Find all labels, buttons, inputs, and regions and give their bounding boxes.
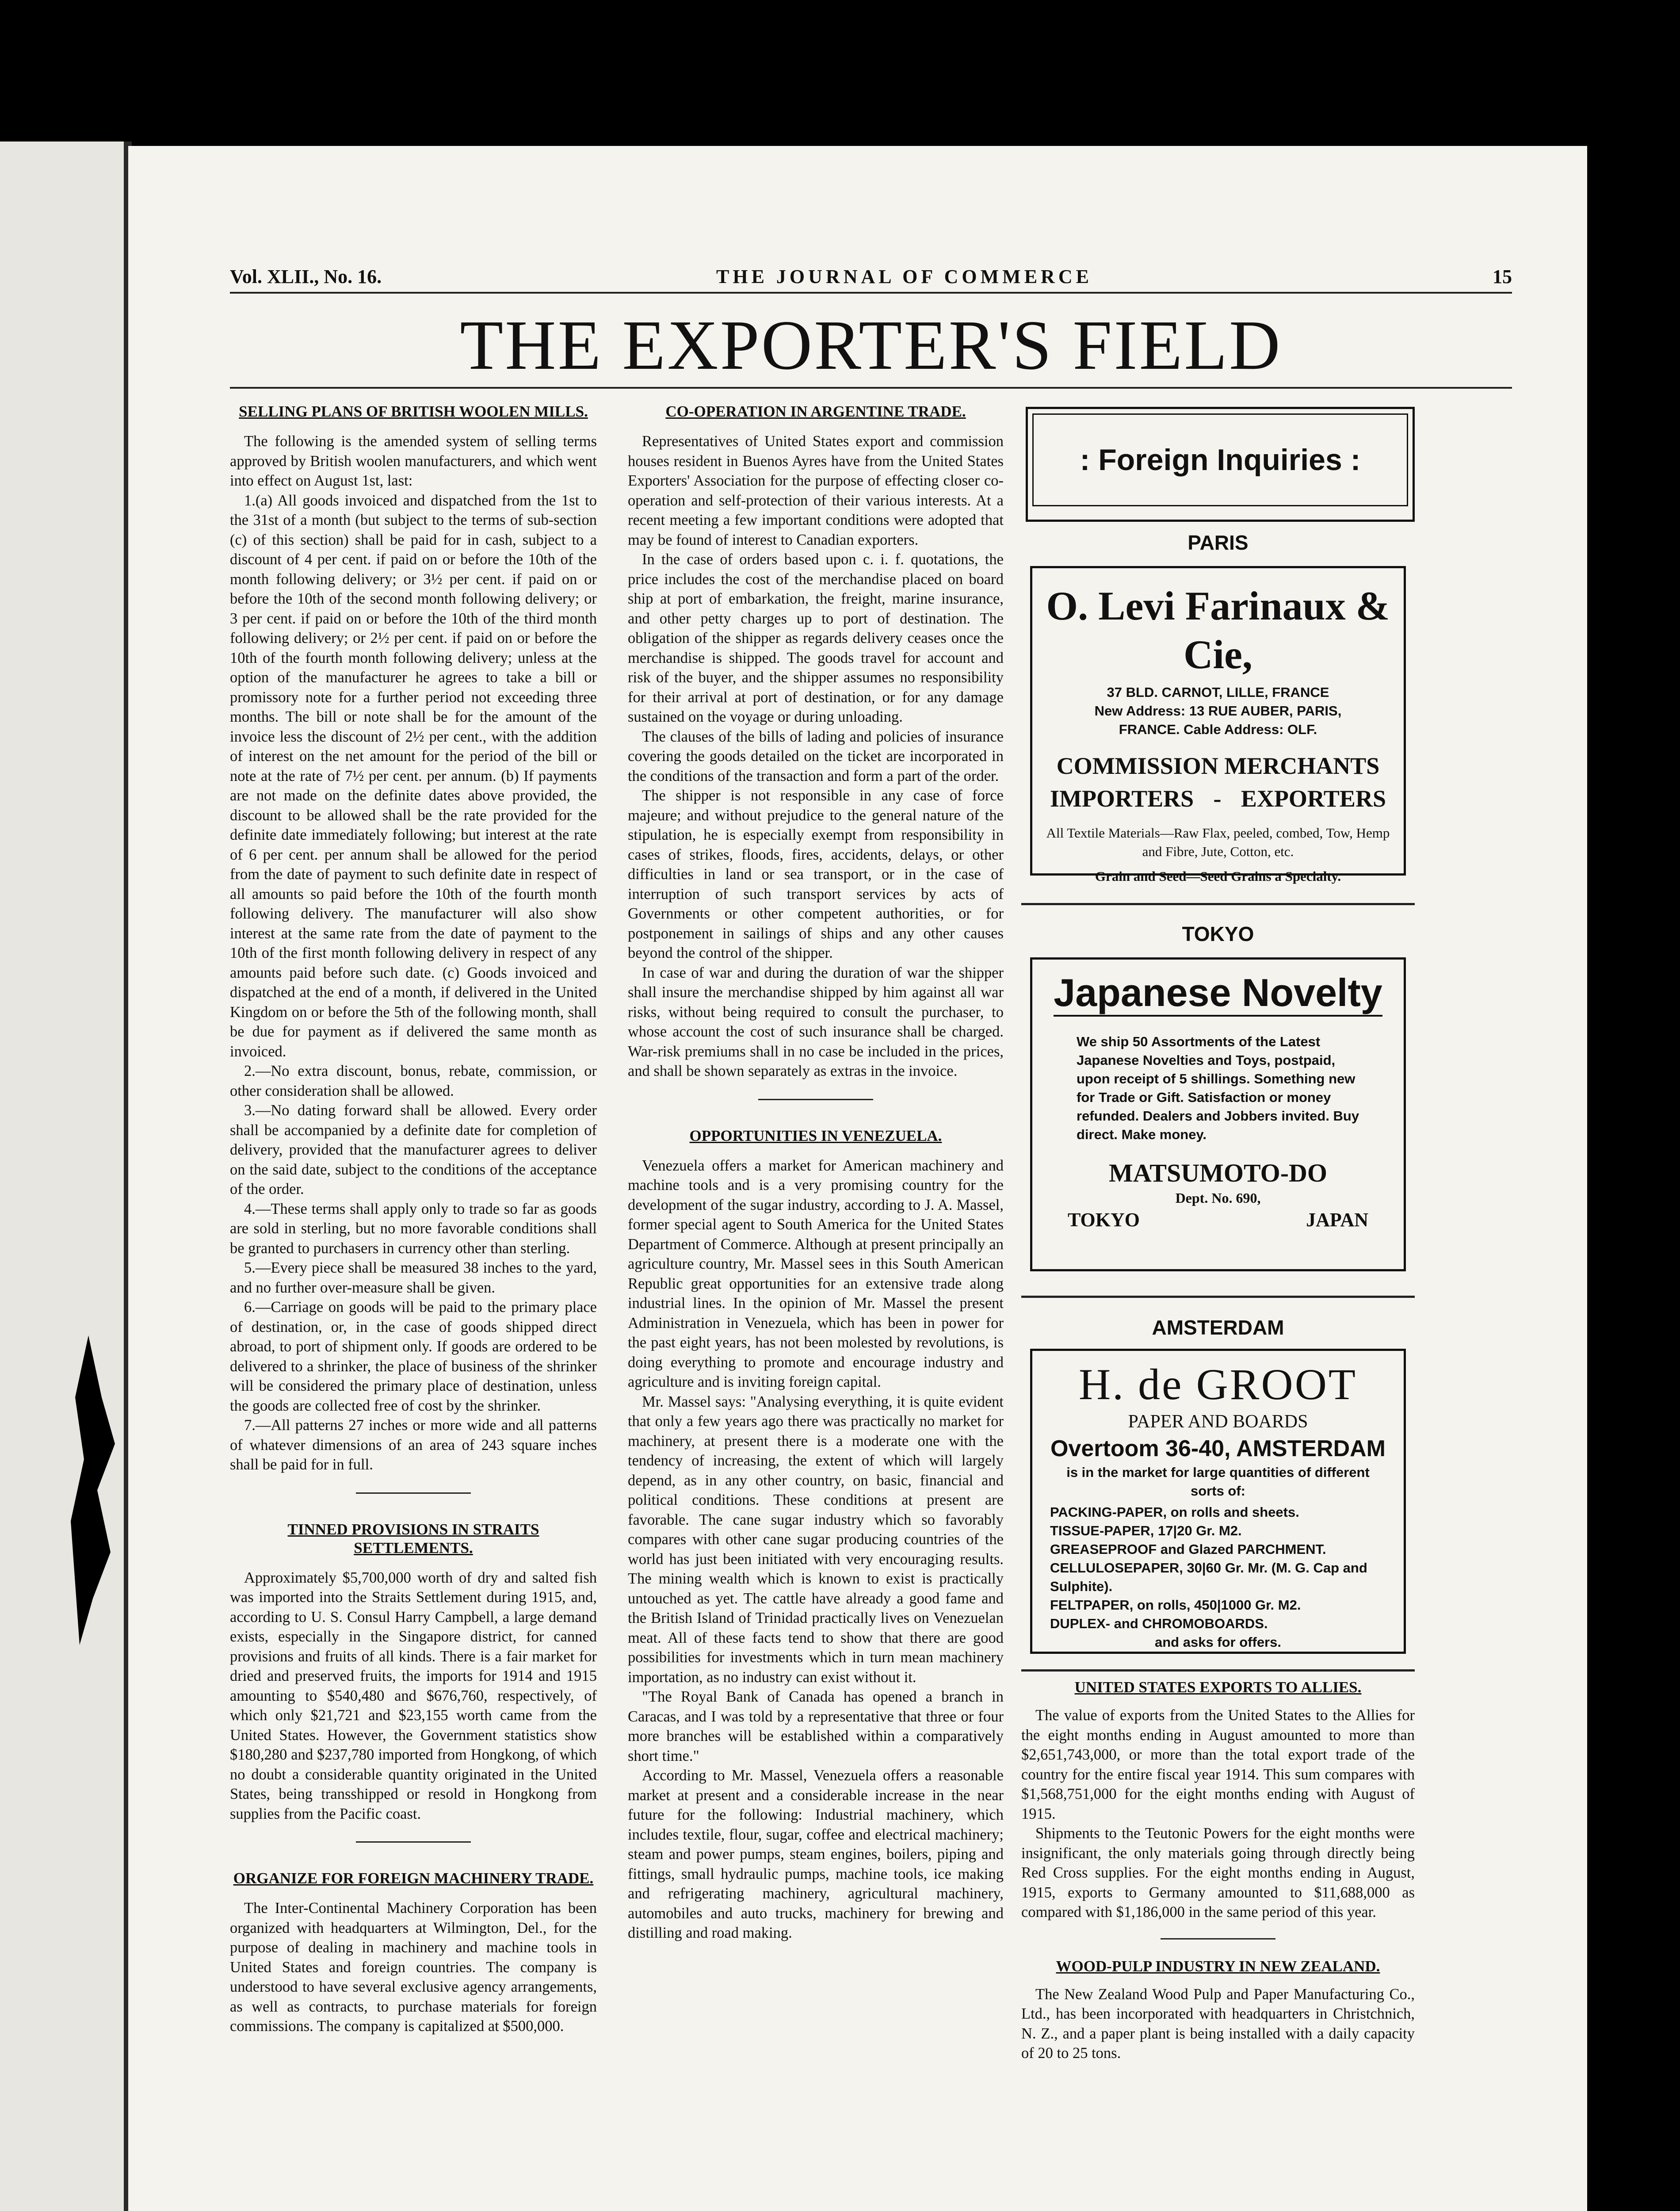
ad-item: FELTPAPER, on rolls, 450|1000 Gr. M2. [1050, 1597, 1301, 1613]
article-paragraph: The clauses of the bills of lading and policies of insurance covering the goods detailed on the ticket are incorporated in the conditions of the transaction and form a part of the order. [628, 728, 1004, 784]
header-rule [230, 292, 1512, 294]
dash-separator: - [1213, 785, 1222, 812]
address-line: New Address: 13 RUE AUBER, PARIS, [1094, 703, 1342, 719]
article-paragraph: The Inter-Continental Machinery Corporation has been organized with headquarters at Wilmington, Del., for the purpose of dealing in machinery and machine tools in United States and foreign countries. The company is understood to have several exclusive agency arrangements, as well as contracts, to purchase materials for foreign commissions. The company is capitalized at $500,000. [230, 1900, 597, 2035]
ad-levi-farinaux [1030, 566, 1406, 884]
article-paragraph: Approximately $5,700,000 worth of dry and salted fish was imported into the Straits Settlement during 1915, and, according to U. S. Consul Harry Campbell, a large demand exists, especially in the Singapore district, for canned provisions and fruits of all kinds. There is a fair market for dried and preserved fruits, the imports for 1914 and 1915 amounting to $540,480 and $676,760, respectively, of which only $21,721 and $23,155 worth came from the United States. However, the Government statistics show $180,280 and $237,780 imported from Hongkong, of which no doubt a considerable quantity originated in the United States, being transshipped or resold in Hongkong from supplies from the Pacific coast. [230, 1569, 597, 1822]
article-paragraph: Mr. Massel says: "Analysing everything, it is quite evident that only a few years ago there was practically no market for machinery, at present there is a moderate one with the tendency of increasing, the extent of which will largely depend, as in any other country, on basic, financial and political conditions. These conditions at present are favorable. The cane sugar industry which so favorably compares with other cane sugar producing countries of the world has just been initiated with very encouraging results. The mining wealth which is known to exist is practically untouched as yet. The cattle have already a good fame and the British Island of Trinidad practically lives on Venezuelan meat. All of these facts tend to show that there are good possibilities for investments which in turn mean machinery importation, as no industry can exist without it. [628, 1393, 1004, 1686]
article-heading: SELLING PLANS OF BRITISH WOOLEN MILLS. [239, 403, 588, 420]
ad-item: PACKING-PAPER, on rolls and sheets. [1050, 1504, 1299, 1520]
article-divider [356, 1841, 471, 1843]
article-paragraph: 6.—Carriage on goods will be paid to the primary place of destination, or, in the case of goods shipped direct abroad, to port of shipment only. If goods are ordered to be delivered to a shrinker, the place of business of the shrinker will be considered the primary place of destination, unless the goods are collected free of cost by the shrinker. [230, 1299, 597, 1414]
article-heading: WOOD-PULP INDUSTRY IN NEW ZEALAND. [1056, 1957, 1380, 1975]
article-paragraph: The value of exports from the United States to the Allies for the eight months ending in August amounted to more than $2,651,743,000, or more than the total export trade of the country for the entire fiscal year 1914. This sum compares with $1,568,751,000 for the eight months ending with August of 1915. [1021, 1707, 1415, 1822]
article-heading: CO-OPERATION IN ARGENTINE TRADE. [665, 403, 966, 420]
location-country: JAPAN [1306, 1209, 1368, 1231]
ad-closing: and asks for offers. [1155, 1634, 1281, 1650]
torn-edge [71, 1335, 115, 1645]
address-line: FRANCE. Cable Address: OLF. [1119, 722, 1317, 737]
article-paragraph: 5.—Every piece shall be measured 38 inches to the yard, and no further over-measure shall be given. [230, 1259, 597, 1296]
city-label-tokyo: TOKYO [1182, 922, 1254, 945]
ad-de-groot [1030, 1349, 1406, 1654]
ad-title: Japanese Novelty [1054, 971, 1382, 1017]
article-paragraph: 1.(a) All goods invoiced and dispatched from the 1st to the 31st of a month (but subject to the terms of sub-section (c) of this section) shall be paid for in cash, subject to a discount of 4 per cent. if paid on or before the 10th of the month following delivery; or 3½ per cent. if paid on or before the 10th of the second month following delivery; or 3 per cent. if paid on or before the 10th of the third month following delivery; or 2½ per cent. if paid on or before the 10th of the fourth month following delivery; unless at the option of the manufacturer he agrees to take a bill or promissory note for a further period not exceeding three months. The bill or note shall be for the amount of the invoice less the discount of 2½ per cent., with the addition of interest on the net amount for the period of the bill or note at the rate of 7½ per cent. per annum. (b) If payments are not made on the definite dates above provided, the discount to be allowed shall be the rate provided for the definite date immediately following; but interest at the rate of 6 per cent. per annum shall be allowed for the period from the date of payment to such definite date in respect of all amounts so paid before the 10th of the fourth month following delivery. The manufacturer will also show interest at the same rate from the date of payment to the 10th of the first month following delivery in respect of any amounts paid before such date. (c) Goods invoiced and dispatched at the end of a month, if delivered in the United Kingdom on or before the 5th of the following month, shall be due for payment as if delivered the same month as invoiced. [230, 492, 597, 1060]
article-paragraph: "The Royal Bank of Canada has opened a branch in Caracas, and I was told by a representative that three or four more branches will be established within a comparatively short time." [628, 1688, 1004, 1764]
location-city: TOKYO [1068, 1209, 1140, 1231]
article-paragraph: 2.—No extra discount, bonus, rebate, commission, or other consideration shall be allowed. [230, 1063, 597, 1099]
article-heading: OPPORTUNITIES IN VENEZUELA. [689, 1127, 942, 1144]
article-paragraph: 3.—No dating forward shall be allowed. Every order shall be accompanied by a definite date for completion of delivery, provided that the manufacturer agrees to deliver on the said date, subject to the conditions of the acceptance of the order. [230, 1102, 597, 1197]
city-label-paris: PARIS [1187, 531, 1249, 554]
article-paragraph: In the case of orders based upon c. i. f. quotations, the price includes the cost of the merchandise placed on board ship at port of embarkation, the freight, marine insurance, and other petty charges up to port of destination. The obligation of the shipper as regards delivery ceases once the merchandise is shipped. The goods travel for account and risk of the buyer, and the shipper assumes no responsibility for their arrival at port of destination, or for any damage sustained on the voyage or during unloading. [628, 551, 1004, 725]
page-number: 15 [1493, 266, 1512, 287]
city-label-amsterdam: AMSTERDAM [1152, 1316, 1284, 1339]
article-divider [356, 1492, 471, 1494]
ad-japanese-novelty [1030, 957, 1406, 1271]
location-row [1050, 1207, 1386, 1233]
column-2 [628, 402, 1004, 1943]
article-paragraph: According to Mr. Massel, Venezuela offers a reasonable market at present and a considerable increase in the near future for the following: Industrial machinery, which includes textile, flour, sugar, coffee and electrical machinery; steam and power pumps, steam engines, boilers, piping and fittings, small hydraulic pumps, machine tools, ice making and refrigerating machinery, agricultural machinery, automobiles and auto trucks, machinery for brewing and distilling and road making. [628, 1767, 1004, 1941]
article-paragraph: The shipper is not responsible in any case of force majeure; and without prejudice to the general nature of the stipulation, he is especially exempt from responsibility in cases of strikes, floods, fires, accidents, delays, or other difficulties in land or sea transport, or in the case of interruption of such transport services by acts of Governments or other competent authorities, or for postponement in sailings of ships and any other causes beyond the control of the shipper. [628, 787, 1004, 961]
article-paragraph: Shipments to the Teutonic Powers for the eight months were insignificant, the only materials going through directly being Red Cross supplies. For the eight months ending in August, 1915, exports to Germany amounted to $11,688,000 as compared with $1,186,000 in the same period of this year. [1021, 1825, 1415, 1920]
exporters-label: EXPORTERS [1241, 785, 1386, 812]
ad-subtitle: PAPER AND BOARDS [1128, 1412, 1308, 1432]
masthead-rule [230, 387, 1512, 389]
ad-body: We ship 50 Assortments of the Latest Japanese Novelties and Toys, postpaid, upon receipt of 5 shillings. Something new for Trade or Gift. Satisfaction or money refunded. Dealers and Jobbers invited. Buy direct. Make money. [1077, 1034, 1359, 1142]
article-paragraph: In case of war and during the duration of war the shipper shall insure the merchandise shipped by him against all war risks, without being required to consult the purchaser, to whose account the cost of such insurance shall be charged. War-risk premiums shall in no case be included in the prices, and shall be shown separately as extras in the invoice. [628, 964, 1004, 1079]
masthead-title: THE EXPORTER'S FIELD [460, 306, 1282, 384]
article-paragraph: The New Zealand Wood Pulp and Paper Manufacturing Co., Ltd., has been incorporated with headquarters in Christchnich, N. Z., and a paper plant is being installed with a daily capacity of 20 to 25 tons. [1021, 1985, 1415, 2062]
newspaper-page [128, 146, 1587, 2211]
journal-name: THE JOURNAL OF COMMERCE [716, 266, 1092, 287]
article-paragraph: The following is the amended system of selling terms approved by British woolen manufacturers, and which went into effect on August 1st, last: [230, 433, 597, 489]
dept-number: Dept. No. 690, [1175, 1190, 1261, 1206]
article-paragraph: Venezuela offers a market for American machinery and machine tools and is a very promising country for the development of the sugar industry, according to J. A. Massel, former special agent to South America for the United States Department of Commerce. Although at present principally an agriculture country, Mr. Massel sees in this South American Republic great opportunities for an extensive trade along industrial lines. In the opinion of Mr. Massel the present Administration in Venezuela, which has been in power for the past eight years, has not been molested by revolutions, is doing everything to promote and encourage industry and agriculture and is inviting foreign capital. [628, 1157, 1004, 1390]
article-paragraph: 7.—All patterns 27 inches or more wide and all patterns of whatever dimensions of an area of 243 square inches shall be paid for in full. [230, 1417, 597, 1473]
company-address: Overtoom 36-40, AMSTERDAM [1050, 1436, 1386, 1461]
article-divider [1161, 1938, 1275, 1939]
section-rule [1021, 1296, 1415, 1298]
foreign-inquiries-box [1026, 407, 1415, 522]
business-line: COMMISSION MERCHANTS [1056, 753, 1380, 779]
ad-description: All Textile Materials—Raw Flax, peeled, combed, Tow, Hemp and Fibre, Jute, Cotton, etc. [1046, 825, 1390, 859]
article-divider [758, 1099, 873, 1100]
section-rule [1021, 903, 1415, 905]
running-header [230, 265, 1512, 292]
ad-item: CELLULOSEPAPER, 30|60 Gr. Mr. (M. G. Cap and Sulphite). [1050, 1560, 1367, 1594]
article-heading: TINNED PROVISIONS IN STRAITS SETTLEMENTS. [287, 1520, 539, 1557]
foreign-inquiries-title: : Foreign Inquiries : [1032, 413, 1408, 506]
article-heading: UNITED STATES EXPORTS TO ALLIES. [1074, 1679, 1362, 1696]
article-paragraph: 4.—These terms shall apply only to trade so far as goods are sold in sterling, but no more favorable conditions shall be granted to purchasers in currency other than sterling. [230, 1200, 597, 1257]
company-name: MATSUMOTO-DO [1108, 1159, 1328, 1187]
article-heading: ORGANIZE FOR FOREIGN MACHINERY TRADE. [233, 1870, 594, 1887]
ad-description: Grain and Seed—Seed Grains a Specialty. [1095, 868, 1341, 884]
importers-label: IMPORTERS [1050, 785, 1194, 812]
column-1 [230, 402, 597, 2036]
business-line-row [1041, 782, 1395, 815]
ad-item: TISSUE-PAPER, 17|20 Gr. M2. [1050, 1523, 1242, 1538]
ad-intro: is in the market for large quantities of different sorts of: [1066, 1465, 1370, 1499]
article-paragraph: Representatives of United States export and commission houses resident in Buenos Ayres have from the United States Exporters' Association for the purpose of effecting closer co-operation and self-protection of their various interests. At a recent meeting a few important conditions were adopted that may be found of interest to Canadian exporters. [628, 433, 1004, 548]
address-line: 37 BLD. CARNOT, LILLE, FRANCE [1107, 685, 1329, 700]
facing-page-edge [0, 142, 132, 2211]
volume-number: Vol. XLII., No. 16. [230, 266, 382, 287]
company-name: H. de GROOT [1078, 1360, 1358, 1409]
company-name: O. Levi Farinaux & Cie, [1046, 583, 1390, 677]
ad-item: GREASEPROOF and Glazed PARCHMENT. [1050, 1542, 1326, 1557]
section-rule [1021, 1669, 1415, 1672]
column-3-articles [1021, 1678, 1415, 2063]
ad-item: DUPLEX- and CHROMOBOARDS. [1050, 1616, 1268, 1631]
